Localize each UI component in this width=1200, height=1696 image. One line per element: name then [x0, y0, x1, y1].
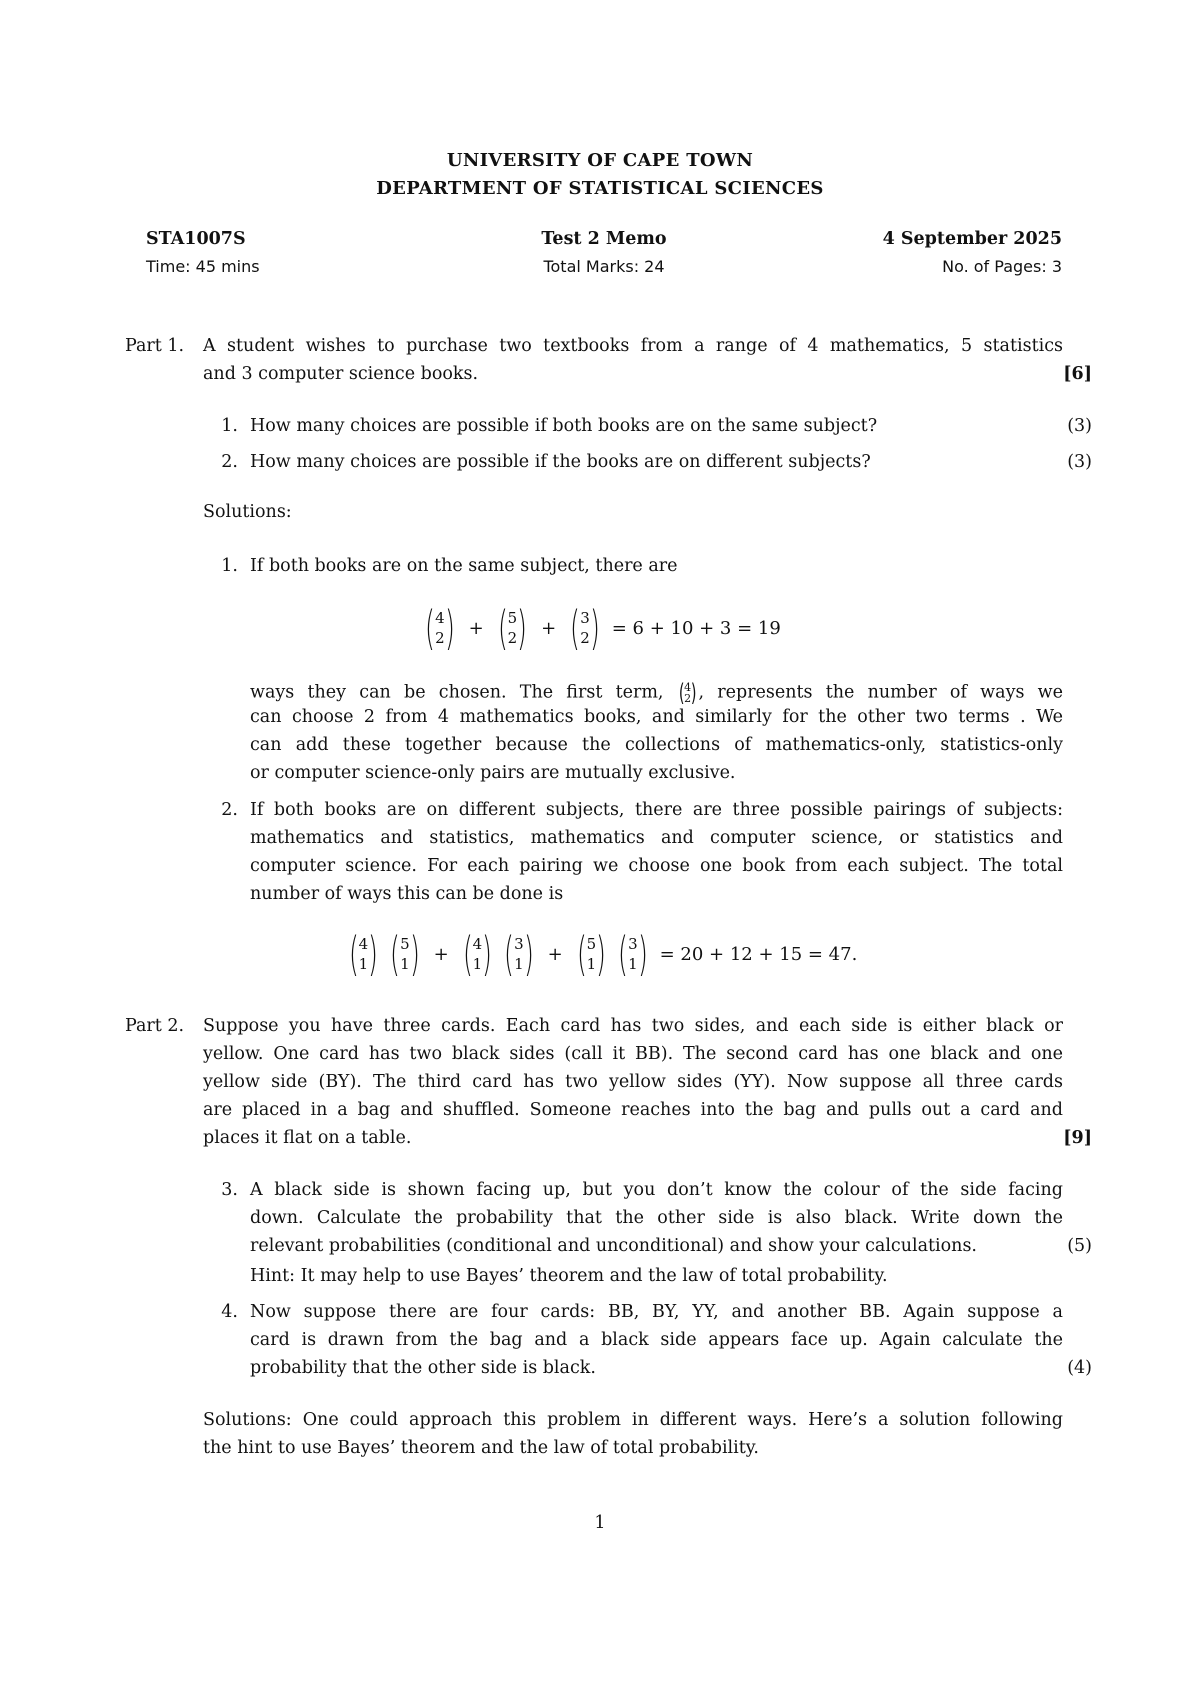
part2-solutions-label: Solutions: [203, 1410, 292, 1430]
s1-line1-end: , represents the number of ways we [698, 682, 1063, 703]
part2-line1 [203, 1016, 1063, 1036]
binom-bottom: 2 [684, 692, 692, 705]
plus-operator: + [547, 943, 563, 965]
binom-3-choose-2: ( 3 2 ) [570, 601, 600, 655]
page-number: 1 [594, 1513, 606, 1533]
part2-line1-text: Suppose you have three cards. Each card has two sides, and each side is either black or [203, 1016, 1063, 1036]
s1-line2 [250, 707, 1063, 727]
q3-line3: relevant probabilities (conditional and unconditional) and show your calculations. [250, 1236, 977, 1256]
q4-line3: probability that the other side is black. [250, 1358, 596, 1378]
part2-solutions-line1 [203, 1410, 1063, 1430]
binom-top: 5 [400, 935, 410, 953]
s2-line2 [250, 828, 1063, 848]
binom-top: 3 [514, 935, 524, 953]
s2-line3-text: computer science. For each pairing we choose one book from each subject. The total [250, 856, 1063, 876]
q3-line1 [250, 1180, 1063, 1200]
q4-number: 4. [221, 1302, 238, 1322]
binom-bottom: 1 [628, 955, 638, 973]
time-allowed: Time: 45 mins [146, 257, 260, 276]
course-code: STA1007S [146, 229, 246, 249]
binom-bottom: 1 [514, 955, 524, 973]
q4-marks: (4) [1067, 1358, 1092, 1378]
binom-3-choose-1: ( 3 1 ) [504, 927, 534, 981]
q4-line1 [250, 1302, 1063, 1322]
q1-marks: (3) [1067, 416, 1092, 436]
binom-top: 5 [586, 935, 597, 953]
q3-line2 [250, 1208, 1063, 1228]
binom-bottom: 2 [507, 629, 518, 647]
test-date: 4 September 2025 [882, 229, 1062, 249]
q2-text: How many choices are possible if the books are on different subjects? [250, 452, 871, 472]
test-title: Test 2 Memo [541, 229, 667, 249]
plus-operator: + [541, 617, 557, 639]
q3-number: 3. [221, 1180, 238, 1200]
q1-number: 1. [221, 416, 238, 436]
s1-line3-text: can add these together because the collections of mathematics-only, statistics-only [250, 735, 1063, 755]
q3-marks: (5) [1067, 1236, 1092, 1256]
part2-line4 [203, 1100, 1063, 1120]
binom-top: 3 [628, 935, 638, 953]
equation-same-subject [0, 598, 1200, 658]
q3-line2-text: down. Calculate the probability that the other side is also black. Write down the [250, 1208, 1063, 1228]
binom-top: 4 [472, 935, 483, 953]
binom-bottom: 1 [472, 955, 483, 973]
binom-5-choose-1: ( 5 1 ) [576, 927, 607, 981]
s1-line1-text [250, 679, 1063, 707]
q2-marks: (3) [1067, 452, 1092, 472]
part1-line1-text: A student wishes to purchase two textbooks from a range of 4 mathematics, 5 statistics [203, 336, 1063, 356]
plus-operator: + [468, 617, 484, 639]
s2-number: 2. [221, 800, 238, 820]
binom-5-choose-2: ( 5 2 ) [497, 601, 528, 655]
binom-bottom: 1 [400, 955, 410, 973]
q3-line1-text: A black side is shown facing up, but you don’t know the colour of the side facing [250, 1180, 1063, 1200]
s1-line1-start: ways they can be chosen. The first term, [250, 682, 664, 703]
q3-hint: Hint: It may help to use Bayes’ theorem and the law of total probability. [250, 1266, 888, 1286]
q2-number: 2. [221, 452, 238, 472]
page-count: No. of Pages: 3 [942, 257, 1062, 276]
part2-solutions-line1-text [203, 1410, 1063, 1430]
binom-3-choose-1: ( 3 1 ) [618, 927, 648, 981]
binom-bottom: 1 [358, 955, 369, 973]
s1-line2-text: can choose 2 from 4 mathematics books, and similarly for the other two terms . We [250, 707, 1063, 727]
q4-line1-text: Now suppose there are four cards: BB, BY, YY, and another BB. Again suppose a [250, 1302, 1063, 1322]
part2-line2 [203, 1044, 1063, 1064]
university-title: UNIVERSITY OF CAPE TOWN [446, 150, 754, 171]
part2-solutions-line2: the hint to use Bayes’ theorem and the law of total probability. [203, 1438, 759, 1458]
s2-line2-text: mathematics and statistics, mathematics and computer science, or statistics and [250, 828, 1063, 848]
binom-top: 4 [435, 609, 445, 627]
s2-line1-text: If both books are on different subjects, there are three possible pairings of subjects: [250, 800, 1063, 820]
s2-line3 [250, 856, 1063, 876]
binom-top: 4 [358, 935, 369, 953]
part2-line5: places it flat on a table. [203, 1128, 412, 1148]
part1-marks: [6] [1063, 364, 1092, 384]
s2-line4: number of ways this can be done is [250, 884, 564, 904]
binom-bottom: 1 [586, 955, 597, 973]
q1-text: How many choices are possible if both books are on the same subject? [250, 416, 878, 436]
part1-solutions-label: Solutions: [203, 502, 292, 522]
part2-solutions-text: One could approach this problem in different ways. Here’s a solution following [302, 1410, 1063, 1430]
s1-line4: or computer science-only pairs are mutually exclusive. [250, 763, 736, 783]
s1-number: 1. [221, 556, 238, 576]
s1-intro: If both books are on the same subject, there are [250, 556, 678, 576]
equation-result: = 6 + 10 + 3 = 19 [611, 617, 781, 639]
part1-line1 [203, 336, 1063, 356]
total-marks: Total Marks: 24 [543, 257, 665, 276]
binom-bottom: 2 [435, 629, 445, 647]
part2-marks: [9] [1063, 1128, 1092, 1148]
equation-different-subjects [0, 924, 1200, 984]
s1-line3 [250, 735, 1063, 755]
binom-top: 4 [684, 681, 692, 694]
department-title: DEPARTMENT OF STATISTICAL SCIENCES [376, 178, 824, 199]
part2-line4-text: are placed in a bag and shuffled. Someone reaches into the bag and pulls out a card and [203, 1100, 1063, 1120]
plus-operator: + [433, 943, 449, 965]
part2-line3-text: yellow side (BY). The third card has two yellow sides (YY). Now suppose all three cards [203, 1072, 1063, 1092]
part2-line2-text: yellow. One card has two black sides (call it BB). The second card has one black and one [203, 1044, 1063, 1064]
s1-line1 [250, 679, 1063, 707]
part2-label: Part 2. [125, 1016, 185, 1036]
equation-result: = 20 + 12 + 15 = 47. [659, 943, 858, 965]
binom-top: 5 [507, 609, 518, 627]
part1-line2: and 3 computer science books. [203, 364, 479, 384]
q4-line2-text: card is drawn from the bag and a black side appears face up. Again calculate the [250, 1330, 1063, 1350]
binom-4-choose-2: ( 4 2 ) [425, 601, 455, 655]
inline-binom-4-choose-2: ( 4 2 ) [678, 679, 697, 707]
binom-4-choose-1: ( 4 1 ) [462, 927, 493, 981]
binom-bottom: 2 [580, 629, 590, 647]
binom-5-choose-1: ( 5 1 ) [390, 927, 420, 981]
s2-line1 [250, 800, 1063, 820]
q4-line2 [250, 1330, 1063, 1350]
binom-top: 3 [580, 609, 590, 627]
binom-4-choose-1: ( 4 1 ) [348, 927, 379, 981]
part1-label: Part 1. [125, 336, 185, 356]
part2-line3 [203, 1072, 1063, 1092]
